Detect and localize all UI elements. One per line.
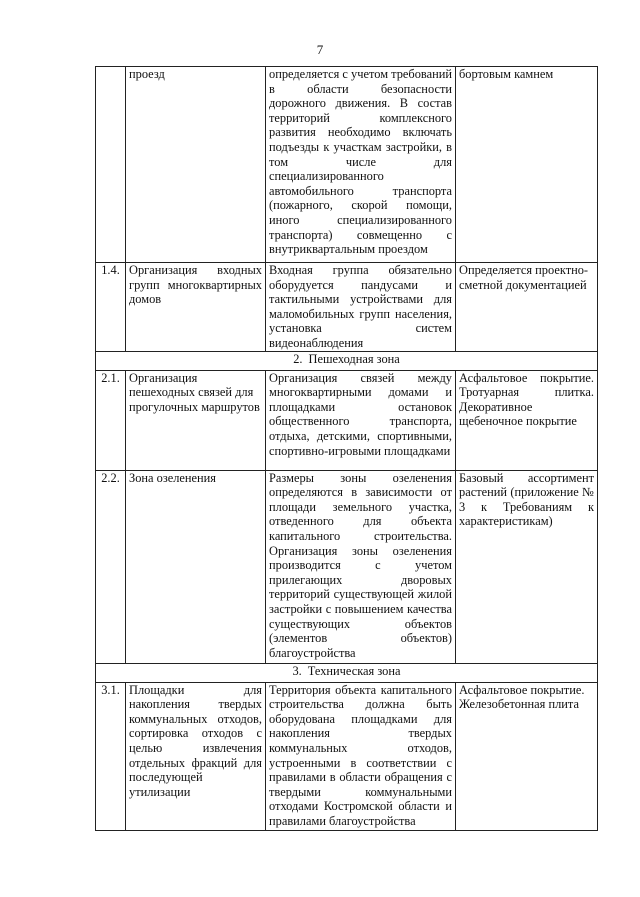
section-row	[96, 351, 598, 370]
section-number: 2.	[293, 351, 303, 366]
section-title: Пешеходная зона	[308, 351, 400, 366]
section-heading	[96, 663, 598, 682]
section-number: 3.	[292, 663, 302, 678]
row-description: Организация связей между многоквартирными домами и площадками остановок общественного транспорта, отдыха, детскими, спортивными, спортивно-игровыми площадками	[266, 370, 456, 470]
row-requirement: Определяется проектно-сметной документацией	[456, 263, 598, 352]
row-description: определяется с учетом требований в области безопасности дорожного движения. В состав территорий комплексного развития необходимо включать подъезды к участкам застройки, в том числе для специализированного автомобильного транспорта (пожарного, скорой помощи, иного специализированного транспорта) совмещенно с внутриквартальным проездом	[266, 67, 456, 263]
row-number: 2.1.	[96, 370, 126, 470]
row-requirement: бортовым камнем	[456, 67, 598, 263]
row-number: 1.4.	[96, 263, 126, 352]
row-name: Площадки для накопления твердых коммунальных отходов, сортировка отходов с целью извлечения отдельных фракций для последующей утилизации	[126, 682, 266, 830]
row-name: проезд	[126, 67, 266, 263]
row-name: Зона озеленения	[126, 470, 266, 663]
section-row	[96, 663, 598, 682]
row-requirement: Базовый ассортимент растений (приложение № 3 к Требованиям к характеристикам)	[456, 470, 598, 663]
table-row	[96, 682, 598, 830]
row-description: Территория объекта капитального строительства должна быть оборудована площадками для накопления твердых коммунальных отходов, устроенными в соответствии с правилами в области обращения с твердыми коммунальными отходами Костромской области и правилами благоустройства	[266, 682, 456, 830]
table-row	[96, 67, 598, 263]
row-requirement: Асфальтовое покрытие. Железобетонная плита	[456, 682, 598, 830]
section-title: Техническая зона	[307, 663, 401, 678]
requirements-table	[95, 66, 598, 831]
page-number: 7	[316, 42, 324, 57]
row-name: Организация входных групп многоквартирных домов	[126, 263, 266, 352]
table-row	[96, 470, 598, 663]
row-number	[96, 67, 126, 263]
table-row	[96, 370, 598, 470]
row-requirement: Асфальтовое покрытие. Тротуарная плитка. Декоративное щебеночное покрытие	[456, 370, 598, 470]
row-name: Организация пешеходных связей для прогулочных маршрутов	[126, 370, 266, 470]
table-row	[96, 263, 598, 352]
row-number: 2.2.	[96, 470, 126, 663]
row-number: 3.1.	[96, 682, 126, 830]
row-description: Входная группа обязательно оборудуется пандусами и тактильными устройствами для маломобильных групп населения, установка систем видеонаблюдения	[266, 263, 456, 352]
row-description: Размеры зоны озеленения определяются в зависимости от площади земельного участка, отведенного для объекта капитального строительства. Организация зоны озеленения производится с учетом прилегающих дворовых территорий существующей жилой застройки с повышением качества существующих объектов (элементов объектов) благоустройства	[266, 470, 456, 663]
section-heading	[96, 351, 598, 370]
